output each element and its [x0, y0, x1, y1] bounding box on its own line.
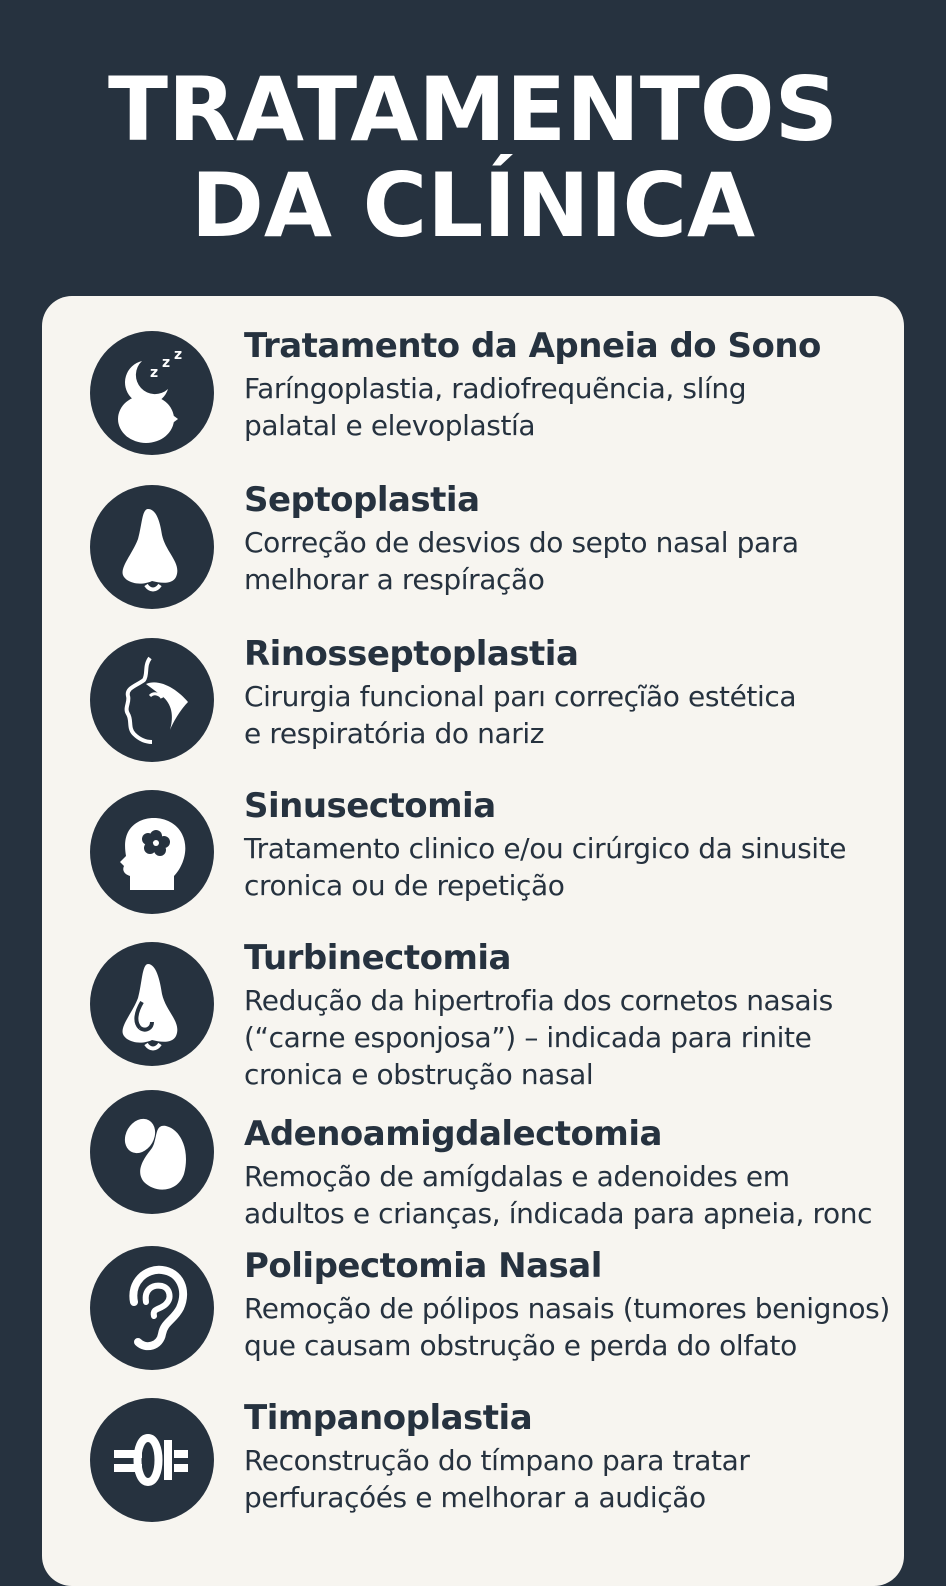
item-description: Tratamento clinico e/ou cirúrgico da sinusite cronica ou de repetição [244, 832, 847, 902]
sleeping-face-moon-icon [90, 331, 214, 455]
tonsils-icon [90, 1090, 214, 1214]
svg-text:z: z [174, 347, 183, 363]
nose-icon [90, 485, 214, 609]
item-description: Remoção de amígdalas e adenoides em adultos e crianças, índicada para apneia, ronc [244, 1160, 873, 1230]
eardrum-icon [90, 1398, 214, 1522]
item-description: Faríngoplastia, radiofrequẽncia, slíng palatal e elevoplastía [244, 372, 747, 442]
item-title: Adenoamigdalectomia [244, 1114, 662, 1154]
item-title: Turbinectomia [244, 938, 511, 978]
item-description: Reconstrução do tímpano para tratar perfuraçóés e melhorar a audição [244, 1444, 750, 1514]
page-title-line-2: DA CLÍNICA [190, 154, 756, 257]
head-sinus-icon [90, 790, 214, 914]
ear-icon [90, 1246, 214, 1370]
face-profile-icon [90, 638, 214, 762]
nose-turbinate-icon [90, 942, 214, 1066]
treatments-card [42, 296, 904, 1586]
item-title: Polipectomia Nasal [244, 1246, 602, 1286]
item-description: Correção de desvios do septo nasal para melhorar a respíração [244, 526, 799, 596]
item-description: Cirurgia funcional parı correçĩão estética e respiratória do nariz [244, 680, 797, 750]
item-title: Septoplastia [244, 480, 480, 520]
page-title [0, 58, 946, 257]
item-title: Rinosseptoplastia [244, 634, 579, 674]
svg-text:z: z [150, 365, 159, 381]
item-description: Remoção de pólipos nasais (tumores benignos) que causam obstrução e perda do olfato [244, 1292, 890, 1362]
item-description: Redução da hipertrofia dos cornetos nasais (“carne esponjosa”) – indicada para rinite cronica e obstrução nasal [244, 984, 833, 1091]
svg-text:z: z [162, 355, 171, 371]
item-title: Timpanoplastia [244, 1398, 533, 1438]
item-title: Sinusectomia [244, 786, 496, 826]
page-title-line-1: TRATAMENTOS [108, 58, 838, 161]
item-title: Tratamento da Apneia do Sono [244, 326, 821, 366]
